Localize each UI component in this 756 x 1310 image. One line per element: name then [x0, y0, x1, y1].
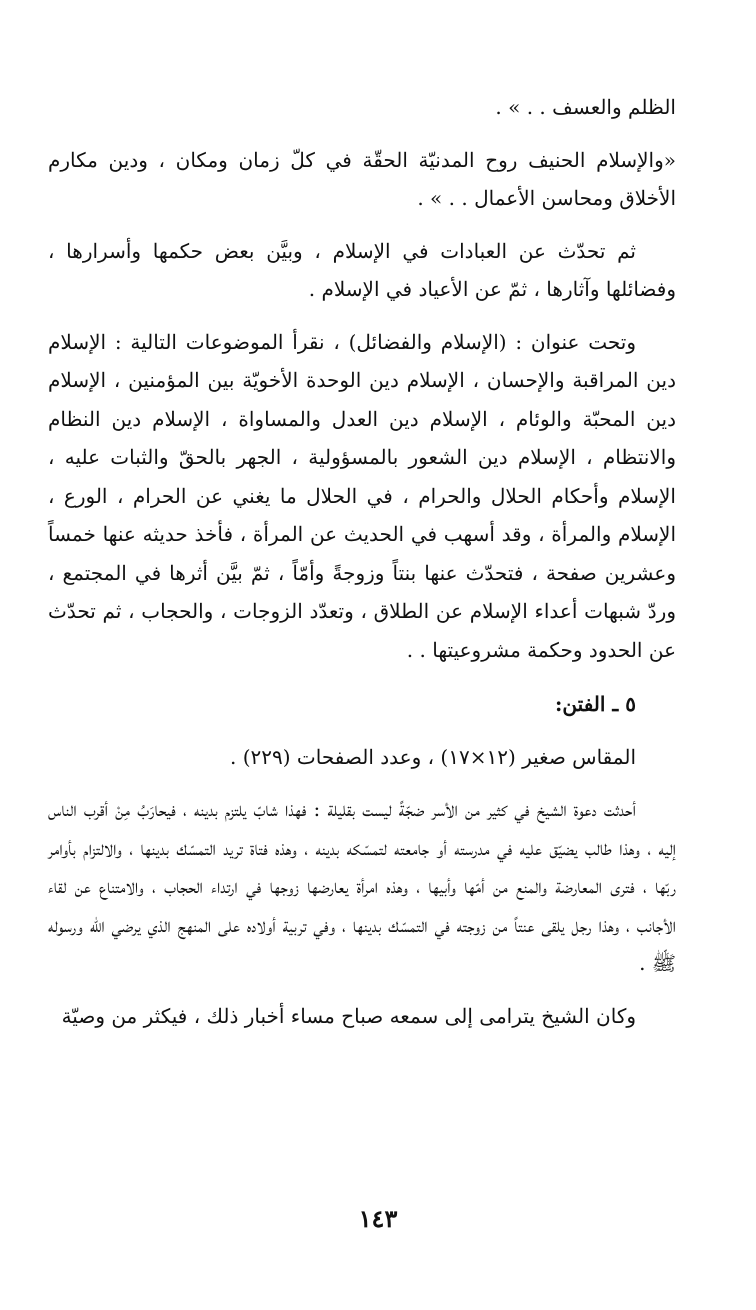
paragraph-book-size: المقاس صغير (١٢×١٧) ، وعدد الصفحات (٢٢٩) . [230, 744, 636, 769]
paragraph-quote-islam: «والإسلام الحنيف روح المدنيّة الحقّة في كلّ زمان ومكان ، ودين مكارم الأخلاق ومحاسن الأعمال . . » . [48, 147, 676, 210]
paragraph-virtues: وتحت عنوان : (الإسلام والفضائل) ، نقرأ الموضوعات التالية : الإسلام دين المراقبة والإحسان ، الإسلام دين الوحدة الأخويّة بين المؤمنين ، الإسلام دين المحبّة والوئام ، الإسلام دين العدل والمساواة ، الإسلام دين النظام والانتظام ، الإسلام دين الشعور بالمسؤولية ، الجهر بالحقّ والثبات عليه ، الإسلام وأحكام الحلال والحرام ، في الحلال ما يغني عن الحرام ، الورع ، الإسلام والمرأة ، وقد أسهب في الحديث عن المرأة ، فأخذ حديثه عنها خمساً وعشرين صفحة ، فتحدّث عنها بنتاً وزوجةً وأمّاً ، ثمّ بيَّن أثرها في المجتمع ، وردّ شبهات أعداء الإسلام عن الطلاق ، وتعدّد الزوجات ، والحجاب ، ثم تحدّث عن الحدود وحكمة مشروعيتها . . [48, 329, 676, 662]
section-heading-fitan: ٥ ـ الفتن: [555, 692, 636, 716]
page-number: ١٤٣ [358, 1204, 398, 1233]
paragraph-quote-end: الظلم والعسف . . » . [495, 95, 676, 119]
paragraph-worship: ثم تحدّث عن العبادات في الإسلام ، وبيَّن بعض حكمها وأسرارها ، وفضائلها وآثارها ، ثمّ عن الأعياد في الإسلام . [48, 238, 676, 301]
paragraph-continuation: وكان الشيخ يترامى إلى سمعه صباح مساء أخبار ذلك ، فيكثر من وصيّة [61, 1003, 636, 1028]
paragraph-call-effects: أحدثت دعوة الشيخ في كثير من الأسر ضجّةً ليست بقليلة : فهذا شابّ يلتزم بدينه ، فيحارَبُ مِنْ أقرب الناس إليه ، وهذا طالب يضيّق عليه في مدرسته أو جامعته لتمسّكه بدينه ، وهذه فتاة تريد التمسّك بدينها ، والالتزام بأوامر ربّها ، فترى المعارضة والمنع من أمّها وأبيها ، وهذه امرأة يعارضها زوجها في ارتداء الحجاب ، والامتناع عن لقاء الأجانب ، وهذا رجل يلقى عنتاً من زوجته في التمسّك بدينها ، وفي تربية أولاده على المنهج الذي يرضي الله ورسوله ﷺ . [48, 797, 676, 975]
page-body [48, 88, 676, 1035]
